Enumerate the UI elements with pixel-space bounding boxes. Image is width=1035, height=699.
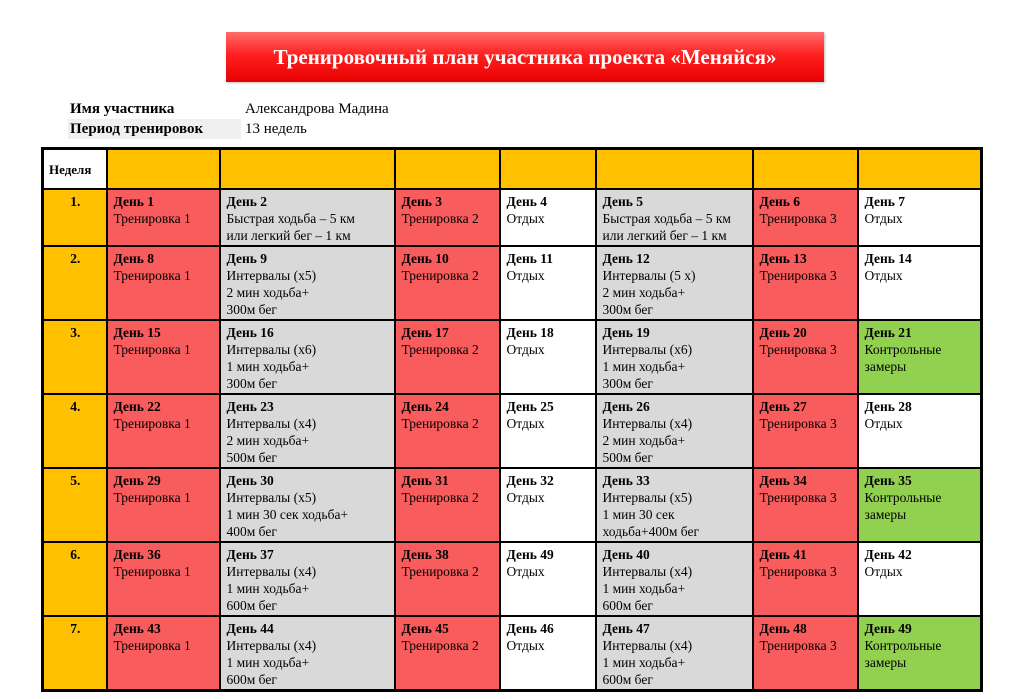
day-activity: Отдых [506, 211, 545, 226]
day-cell [596, 189, 753, 246]
day-title: День 35 [864, 473, 912, 488]
week-number: 3. [43, 320, 107, 394]
day-activity: 1 мин ходьба+ [226, 655, 310, 670]
day-cell [220, 189, 395, 246]
day-title: День 32 [506, 473, 554, 488]
day-activity: Интервалы (х4) [602, 638, 693, 653]
day-title: День 3 [401, 194, 442, 209]
day-activity: Отдых [506, 342, 545, 357]
day-cell [753, 542, 858, 616]
day-title: День 5 [602, 194, 643, 209]
day-activity: Интервалы (5 х) [602, 268, 696, 283]
day-activity: 600м бег [602, 672, 653, 687]
day-activity: Тренировка 3 [759, 416, 837, 431]
header-cell [107, 149, 220, 190]
day-cell [220, 616, 395, 691]
day-activity: 2 мин ходьба+ [226, 433, 310, 448]
day-activity: Тренировка 1 [113, 268, 191, 283]
day-activity: 2 мин ходьба+ [226, 285, 310, 300]
day-activity: 2 мин ходьба+ [602, 433, 686, 448]
day-cell [395, 616, 500, 691]
day-cell [500, 394, 596, 468]
day-activity: 1 мин ходьба+ [602, 581, 686, 596]
day-cell [858, 189, 982, 246]
day-title: День 23 [226, 399, 274, 414]
day-cell [220, 468, 395, 542]
day-activity: Интервалы (х4) [602, 564, 693, 579]
day-cell [500, 468, 596, 542]
day-activity: или легкий бег – 1 км [602, 228, 727, 243]
day-cell [500, 189, 596, 246]
day-cell [107, 468, 220, 542]
day-activity: Тренировка 2 [401, 564, 479, 579]
day-activity: Быстрая ходьба – 5 км [602, 211, 731, 226]
day-title: День 49 [506, 547, 554, 562]
day-title: День 8 [113, 251, 154, 266]
header-cell [596, 149, 753, 190]
day-cell [596, 616, 753, 691]
day-cell [107, 246, 220, 320]
day-cell [220, 542, 395, 616]
day-title: День 33 [602, 473, 650, 488]
day-activity: Интервалы (х6) [226, 342, 317, 357]
day-activity: Отдых [506, 490, 545, 505]
day-activity: 300м бег [226, 376, 277, 391]
day-title: День 24 [401, 399, 449, 414]
day-cell [858, 468, 982, 542]
day-cell [753, 320, 858, 394]
day-title: День 43 [113, 621, 161, 636]
header-cell [753, 149, 858, 190]
day-activity: 400м бег [226, 524, 277, 539]
day-activity: Интервалы (х5) [226, 490, 317, 505]
day-activity: 500м бег [226, 450, 277, 465]
day-activity: Интервалы (х4) [226, 638, 317, 653]
day-activity: Тренировка 1 [113, 211, 191, 226]
day-activity: Тренировка 1 [113, 416, 191, 431]
day-title: День 31 [401, 473, 449, 488]
day-activity: Тренировка 2 [401, 211, 479, 226]
day-title: День 36 [113, 547, 161, 562]
table-row [43, 189, 982, 246]
day-activity: Тренировка 3 [759, 342, 837, 357]
day-cell [107, 542, 220, 616]
day-activity: Тренировка 1 [113, 342, 191, 357]
day-cell [220, 246, 395, 320]
day-cell [596, 542, 753, 616]
day-cell [858, 616, 982, 691]
day-cell [858, 542, 982, 616]
day-cell [596, 468, 753, 542]
day-title: День 6 [759, 194, 800, 209]
header-cell [395, 149, 500, 190]
day-activity: Тренировка 2 [401, 416, 479, 431]
day-activity: Отдых [506, 564, 545, 579]
day-activity: Тренировка 3 [759, 211, 837, 226]
week-number: 5. [43, 468, 107, 542]
day-cell [753, 246, 858, 320]
day-title: День 20 [759, 325, 807, 340]
day-activity: 1 мин ходьба+ [602, 359, 686, 374]
day-activity: Быстрая ходьба – 5 км [226, 211, 355, 226]
participant-info [68, 99, 389, 139]
day-activity: Тренировка 1 [113, 564, 191, 579]
day-title: День 14 [864, 251, 912, 266]
day-activity: Тренировка 1 [113, 638, 191, 653]
training-plan-table [41, 147, 983, 692]
day-activity: ходьба+400м бег [602, 524, 699, 539]
day-activity: 600м бег [226, 598, 277, 613]
day-cell [395, 246, 500, 320]
day-cell [220, 394, 395, 468]
day-activity: Тренировка 3 [759, 268, 837, 283]
day-cell [858, 394, 982, 468]
table-row [43, 246, 982, 320]
day-title: День 29 [113, 473, 161, 488]
day-activity: Контрольные [864, 342, 942, 357]
participant-name-value: Александрова Мадина [245, 101, 389, 117]
table-row [43, 542, 982, 616]
day-activity: 1 мин 30 сек [602, 507, 675, 522]
day-cell [395, 320, 500, 394]
day-activity: 300м бег [602, 302, 653, 317]
day-activity: Отдых [506, 268, 545, 283]
day-cell [596, 320, 753, 394]
day-title: День 41 [759, 547, 807, 562]
day-activity: Отдых [506, 638, 545, 653]
day-activity: Тренировка 2 [401, 268, 479, 283]
day-cell [500, 616, 596, 691]
day-activity: Тренировка 3 [759, 490, 837, 505]
day-activity: Тренировка 2 [401, 490, 479, 505]
day-cell [753, 616, 858, 691]
day-title: День 46 [506, 621, 554, 636]
day-cell [753, 189, 858, 246]
day-title: День 21 [864, 325, 912, 340]
day-title: День 2 [226, 194, 267, 209]
table-row [43, 394, 982, 468]
day-activity: Тренировка 2 [401, 638, 479, 653]
day-activity: Отдых [506, 416, 545, 431]
day-activity: Интервалы (х5) [226, 268, 317, 283]
day-activity: замеры [864, 655, 907, 670]
training-period-label: Период тренировок [68, 119, 241, 139]
day-activity: Контрольные [864, 638, 942, 653]
table-header-row [43, 149, 982, 190]
day-title: День 38 [401, 547, 449, 562]
table-row [43, 616, 982, 691]
day-cell [596, 246, 753, 320]
day-activity: Интервалы (х4) [226, 564, 317, 579]
day-title: День 16 [226, 325, 274, 340]
week-number: 7. [43, 616, 107, 691]
day-activity: Интервалы (х6) [602, 342, 693, 357]
day-title: День 25 [506, 399, 554, 414]
page-title: Тренировочный план участника проекта «Меняйся» [226, 32, 824, 82]
header-cell [500, 149, 596, 190]
day-title: День 19 [602, 325, 650, 340]
day-title: День 12 [602, 251, 650, 266]
day-activity: Отдых [864, 211, 903, 226]
training-period-value: 13 недель [245, 121, 307, 137]
day-activity: Тренировка 2 [401, 342, 479, 357]
day-cell [596, 394, 753, 468]
day-title: День 10 [401, 251, 449, 266]
day-title: День 40 [602, 547, 650, 562]
day-activity: замеры [864, 359, 907, 374]
day-title: День 1 [113, 194, 154, 209]
day-activity: Отдых [864, 416, 903, 431]
day-cell [753, 394, 858, 468]
day-cell [500, 542, 596, 616]
day-title: День 27 [759, 399, 807, 414]
day-cell [858, 246, 982, 320]
day-activity: замеры [864, 507, 907, 522]
day-activity: 600м бег [602, 598, 653, 613]
day-cell [107, 394, 220, 468]
day-activity: Тренировка 1 [113, 490, 191, 505]
day-title: День 4 [506, 194, 547, 209]
week-column-header: Неделя [43, 149, 107, 190]
table-row [43, 468, 982, 542]
day-activity: 600м бег [226, 672, 277, 687]
day-cell [858, 320, 982, 394]
header-cell [220, 149, 395, 190]
participant-name-label: Имя участника [70, 101, 175, 117]
table-row [43, 320, 982, 394]
day-activity: 1 мин ходьба+ [226, 581, 310, 596]
day-activity: 300м бег [226, 302, 277, 317]
day-activity: Интервалы (х4) [602, 416, 693, 431]
day-title: День 17 [401, 325, 449, 340]
week-number: 2. [43, 246, 107, 320]
day-title: День 26 [602, 399, 650, 414]
day-cell [500, 320, 596, 394]
day-cell [500, 246, 596, 320]
day-activity: Интервалы (х5) [602, 490, 693, 505]
day-title: День 30 [226, 473, 274, 488]
day-cell [395, 394, 500, 468]
day-title: День 42 [864, 547, 912, 562]
day-cell [107, 320, 220, 394]
day-activity: или легкий бег – 1 км [226, 228, 351, 243]
day-activity: Интервалы (х4) [226, 416, 317, 431]
day-title: День 49 [864, 621, 912, 636]
day-title: День 34 [759, 473, 807, 488]
day-cell [107, 616, 220, 691]
week-number: 4. [43, 394, 107, 468]
day-cell [220, 320, 395, 394]
week-number: 6. [43, 542, 107, 616]
day-title: День 28 [864, 399, 912, 414]
day-activity: 1 мин 30 сек ходьба+ [226, 507, 349, 522]
day-activity: Тренировка 3 [759, 638, 837, 653]
training-period-row [68, 119, 389, 139]
day-title: День 18 [506, 325, 554, 340]
day-title: День 48 [759, 621, 807, 636]
day-title: День 9 [226, 251, 267, 266]
day-activity: 500м бег [602, 450, 653, 465]
day-activity: Отдых [864, 564, 903, 579]
day-activity: Отдых [864, 268, 903, 283]
day-title: День 22 [113, 399, 161, 414]
day-activity: 300м бег [602, 376, 653, 391]
day-activity: 1 мин ходьба+ [226, 359, 310, 374]
day-activity: 1 мин ходьба+ [602, 655, 686, 670]
day-title: День 11 [506, 251, 553, 266]
day-title: День 7 [864, 194, 905, 209]
day-title: День 45 [401, 621, 449, 636]
day-title: День 15 [113, 325, 161, 340]
day-cell [395, 468, 500, 542]
participant-name-row [68, 99, 389, 119]
day-activity: Тренировка 3 [759, 564, 837, 579]
day-cell [753, 468, 858, 542]
day-activity: 2 мин ходьба+ [602, 285, 686, 300]
day-title: День 47 [602, 621, 650, 636]
day-cell [395, 542, 500, 616]
day-title: День 37 [226, 547, 274, 562]
day-cell [395, 189, 500, 246]
week-number: 1. [43, 189, 107, 246]
header-cell [858, 149, 982, 190]
day-activity: Контрольные [864, 490, 942, 505]
day-title: День 13 [759, 251, 807, 266]
day-title: День 44 [226, 621, 274, 636]
day-cell [107, 189, 220, 246]
